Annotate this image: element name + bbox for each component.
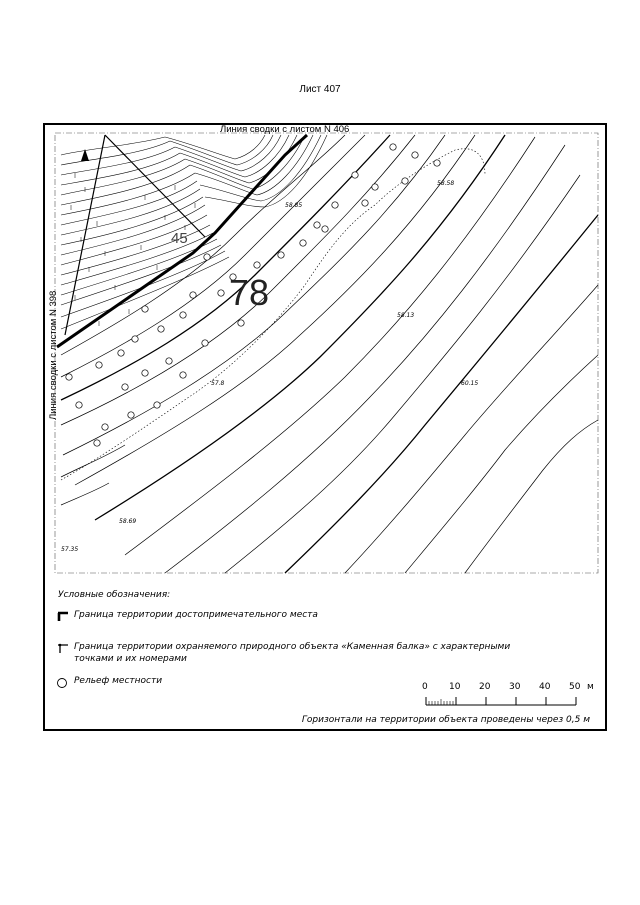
steep-slope-hatching	[61, 135, 327, 329]
inner-neat-line	[55, 133, 598, 573]
contour-lines	[61, 135, 598, 573]
scale-ruler	[425, 693, 585, 709]
elevation-label: 57.35	[61, 546, 79, 553]
scale-tick-label: 20	[479, 682, 491, 692]
left-join-label: Линия сводки с листом N 398	[48, 290, 59, 420]
sheet-title: Лист 407	[299, 84, 341, 95]
top-join-label: Линия сводки с листом N 406	[220, 124, 350, 135]
elevation-label: 58.85	[285, 202, 303, 209]
scale-unit: м	[587, 682, 594, 692]
legend	[58, 590, 598, 728]
scale-tick-label: 40	[539, 682, 551, 692]
legend-item-label: Граница территории достопримечательного места	[74, 610, 318, 620]
point-label: 45	[171, 230, 188, 247]
slope-ticks	[71, 173, 195, 326]
elevation-label: 60.15	[461, 380, 479, 387]
map-canvas	[45, 125, 605, 575]
scale-tick-label: 0	[422, 682, 428, 692]
elevation-label: 57.8	[211, 380, 225, 387]
elevation-labels	[61, 180, 478, 553]
scale-bar	[422, 682, 594, 710]
legend-item-label: Граница территории охраняемого природного объекта «Каменная балка» с характерными	[74, 642, 511, 652]
thin-boundary-icon	[56, 642, 70, 654]
area-number: 78	[229, 272, 270, 313]
scale-tick-label: 50	[569, 682, 581, 692]
scale-tick-label: 30	[509, 682, 521, 692]
contour-interval-note: Горизонтали на территории объекта проведены через 0,5 м	[301, 715, 590, 725]
relief-circle-icon	[56, 676, 70, 690]
scale-tick-label: 10	[449, 682, 461, 692]
thick-boundary-icon	[56, 610, 70, 622]
legend-heading: Условные обозначения:	[58, 590, 171, 600]
legend-item-label: Рельеф местности	[74, 676, 163, 686]
elevation-label: 58.69	[119, 518, 137, 525]
legend-item-label-line2: точками и их номерами	[74, 654, 187, 664]
elevation-label: 58.13	[397, 312, 415, 319]
elevation-label: 58.58	[437, 180, 455, 187]
